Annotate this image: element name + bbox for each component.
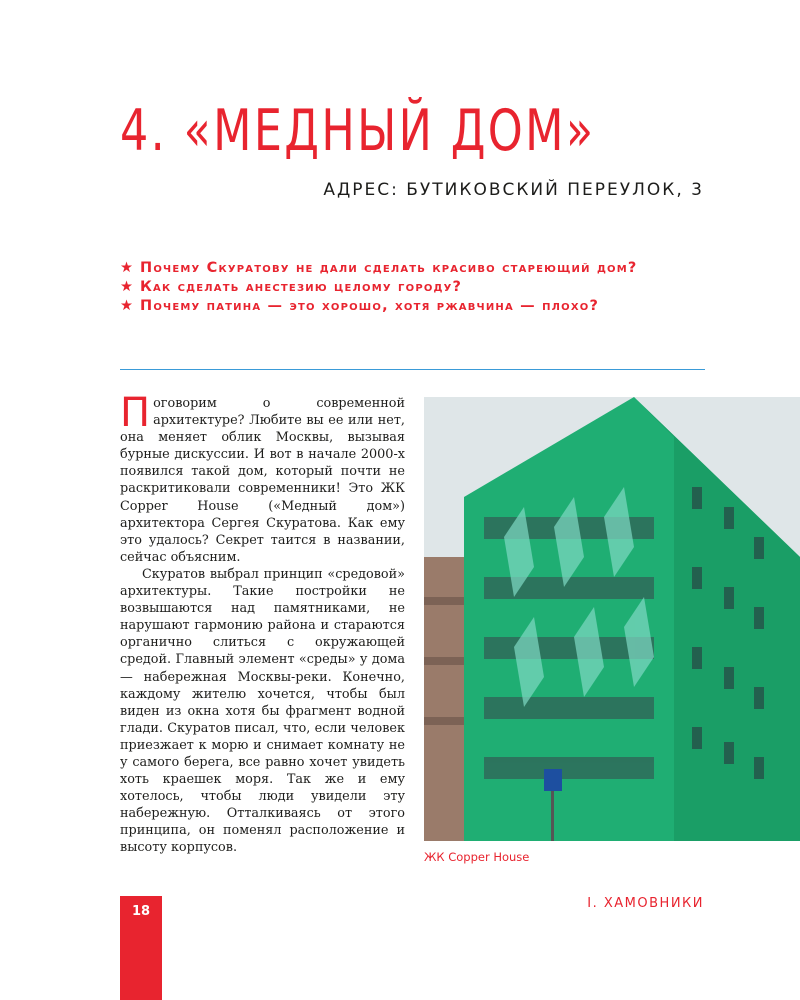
paragraph: Поговорим о современной архитектуре? Любите вы ее или нет, она меняет облик Москвы, вызывая бурные дискуссии. И вот в начале 2000-х появился такой дом, который почти не раскритиковали современники! Это ЖК Copper House («Медный дом») архитектора Сергея Скуратова. Как ему это удалось? Секрет таится в названии, сейчас объясним.: [120, 390, 405, 565]
address-line: АДРЕС: БУТИКОВСКИЙ ПЕРЕУЛОК, 3: [323, 180, 704, 200]
paragraph: Скуратов выбрал принцип «средовой» архитектуры. Такие постройки не возвышаются над памятниками, не нарушают гармонию района и стараются органично слиться с окружающей средой. Главный элемент «среды» у дома — набережная Москвы-реки. Конечно, каждому жителю хочется, чтобы был виден из окна хотя бы фрагмент водной глади. Скуратов писал, что, если человек приезжает к морю и снимает комнату не у самого берега, все равно хочет увидеть хоть краешек моря. Так же и ему хотелось, чтобы люди увидели эту набережную. Отталкиваясь от этого принципа, он поменял расположение и высоту корпусов.: [120, 566, 405, 856]
article-body: [120, 390, 405, 857]
star-icon: ★: [120, 279, 135, 295]
drop-cap: П: [120, 390, 151, 436]
question-item: ★ Почему Скуратову не дали сделать красиво стареющий дом?: [120, 260, 638, 276]
chapter-title: 4. «МЕДНЫЙ ДОМ»: [120, 98, 596, 164]
star-icon: ★: [120, 260, 135, 276]
questions-list: [120, 259, 710, 316]
photo-caption: ЖК Copper House: [424, 850, 530, 864]
question-item: ★ Как сделать анестезию целому городу?: [120, 279, 463, 295]
page-number: 18: [120, 896, 162, 1000]
question-item: ★ Почему патина — это хорошо, хотя ржавчина — плохо?: [120, 298, 600, 314]
star-icon: ★: [120, 298, 135, 314]
divider: [120, 369, 705, 370]
building-photo: [424, 397, 800, 841]
running-footer: I. ХАМОВНИКИ: [587, 896, 704, 911]
